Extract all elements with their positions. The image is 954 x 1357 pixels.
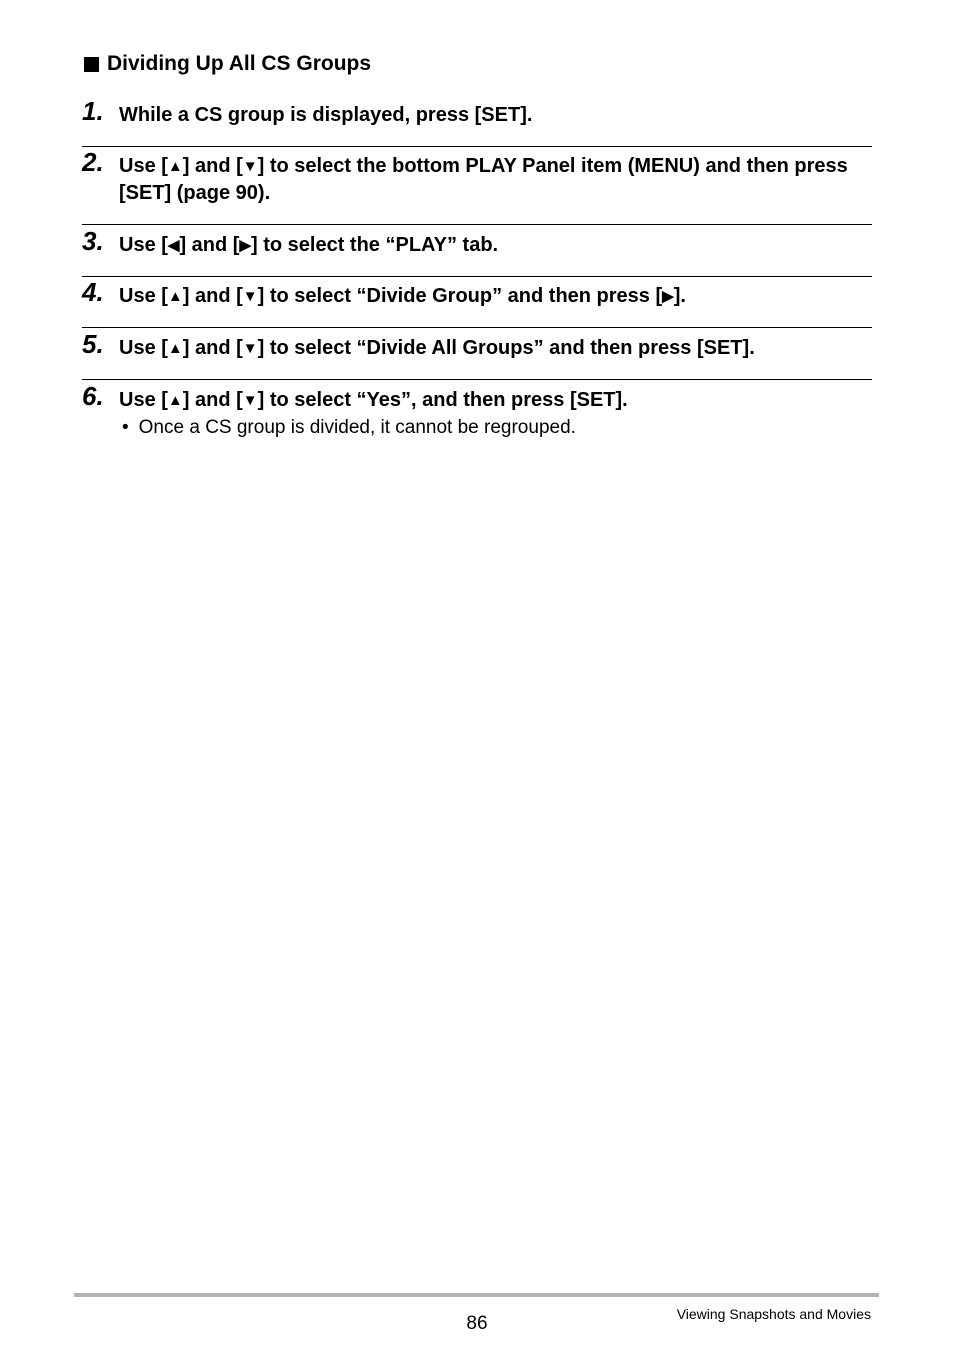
step-5 (82, 329, 872, 362)
up-arrow-icon: ▲ (167, 340, 183, 357)
step-text-part: ] to select the bottom PLAY Panel item (MENU) and then press [SET] (page 90). (119, 155, 848, 204)
step-text-part: While a CS group is displayed, press [SET]. (119, 104, 533, 126)
page-number: 86 (466, 1313, 488, 1334)
right-arrow-icon: ▶ (662, 288, 674, 305)
down-arrow-icon: ▼ (242, 340, 258, 357)
down-arrow-icon: ▼ (242, 288, 258, 305)
step-text (119, 387, 872, 414)
step-text-part: ] and [ (182, 337, 243, 359)
up-arrow-icon: ▲ (167, 392, 183, 409)
down-arrow-icon: ▼ (242, 158, 258, 175)
up-arrow-icon: ▲ (167, 158, 183, 175)
step-text (119, 283, 872, 310)
step-number: 3. (82, 226, 104, 256)
step-text-part: ] to select “Yes”, and then press [SET]. (257, 389, 628, 411)
step-text-part: ]. (673, 285, 686, 307)
step-text-part: Use [ (119, 285, 168, 307)
chapter-title: Viewing Snapshots and Movies (676, 1306, 871, 1322)
step-text-part: Use [ (119, 155, 168, 177)
step-1 (82, 96, 872, 129)
step-text-part: Use [ (119, 337, 168, 359)
divider (82, 146, 872, 147)
step-text (119, 102, 872, 129)
step-text-part: ] and [ (179, 234, 240, 256)
divider (82, 224, 872, 225)
step-text-part: ] to select “Divide All Groups” and then press [SET]. (257, 337, 755, 359)
divider (82, 327, 872, 328)
step-text-part: ] to select “Divide Group” and then press [ (257, 285, 663, 307)
step-text-part: Use [ (119, 234, 168, 256)
step-number: 4. (82, 277, 104, 307)
step-number: 1. (82, 96, 104, 126)
up-arrow-icon: ▲ (167, 288, 183, 305)
step-text-part: ] and [ (182, 155, 243, 177)
section-heading (84, 52, 371, 76)
step-text (119, 335, 872, 362)
step-number: 2. (82, 147, 104, 177)
left-arrow-icon: ◀ (167, 237, 180, 254)
step-text-part: ] and [ (182, 285, 243, 307)
right-arrow-icon: ▶ (239, 237, 251, 254)
step-text-part: ] to select the “PLAY” tab. (251, 234, 499, 256)
step-text-part: ] and [ (182, 389, 243, 411)
down-arrow-icon: ▼ (242, 392, 258, 409)
note-text: Once a CS group is divided, it cannot be regrouped. (138, 417, 576, 438)
section-title: Dividing Up All CS Groups (107, 52, 372, 75)
step-3 (82, 226, 872, 259)
step-number: 5. (82, 329, 104, 359)
black-square-icon (84, 57, 99, 72)
footer-divider (74, 1293, 879, 1297)
step-text (119, 153, 872, 207)
note-bullet (122, 417, 576, 439)
divider (82, 379, 872, 380)
step-text-part: Use [ (119, 389, 168, 411)
step-text (119, 232, 872, 259)
bullet-dot: • (122, 417, 129, 438)
step-6 (82, 381, 872, 414)
step-number: 6. (82, 381, 104, 411)
divider (82, 276, 872, 277)
step-2 (82, 147, 872, 207)
step-4 (82, 277, 872, 310)
